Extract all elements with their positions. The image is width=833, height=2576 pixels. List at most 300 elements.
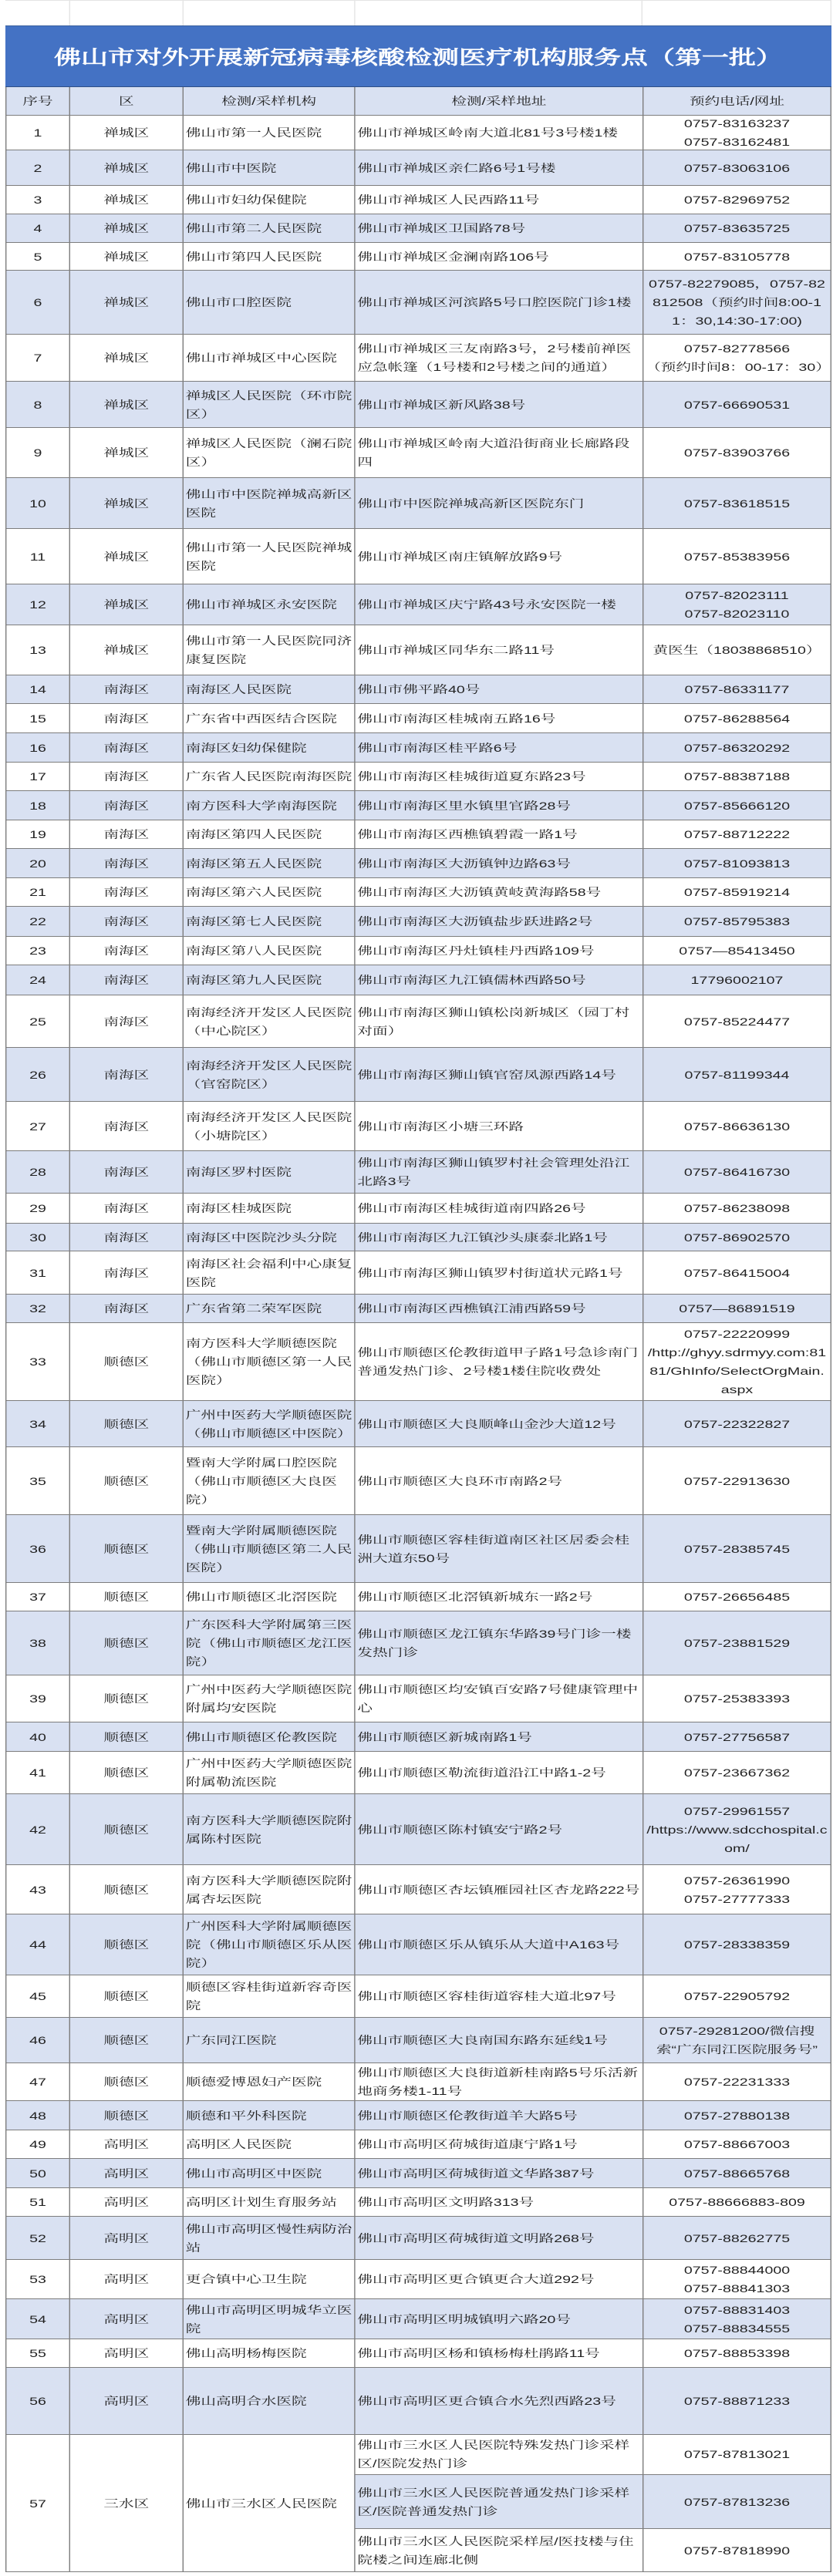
header-row [5, 87, 831, 116]
phone-cell: 0757-85224477 [642, 995, 831, 1047]
row-number: 53 [5, 2260, 69, 2298]
organization-cell: 佛山市第一人民医院 [183, 116, 355, 150]
address-cell: 佛山市顺德区乐从镇乐从大道中A163号 [354, 1914, 642, 1975]
phone-cell: 0757-88667003 [642, 2130, 831, 2158]
phone-cell: 0757-86320292 [642, 733, 831, 762]
row-number: 54 [5, 2299, 69, 2339]
address-cell: 佛山市三水区人民医院特殊发热门诊采样区/医院发热门诊 [354, 2435, 642, 2474]
phone-cell: 0757-83105778 [642, 243, 831, 270]
row-number: 44 [5, 1914, 69, 1975]
district-cell: 南海区 [69, 763, 183, 790]
address-cell: 佛山市南海区丹灶镇桂丹西路109号 [354, 937, 642, 965]
address-cell: 佛山市禅城区人民西路11号 [354, 186, 642, 214]
table-row [5, 428, 831, 478]
row-number: 22 [5, 907, 69, 936]
organization-cell: 禅城区人民医院（澜石院区） [183, 428, 355, 477]
table-row [5, 763, 831, 791]
organization-cell: 顺德和平外科医院 [183, 2101, 355, 2130]
district-cell: 南海区 [69, 1295, 183, 1322]
phone-cell: 0757-88262775 [642, 2217, 831, 2259]
table-row [5, 2217, 831, 2260]
address-cell: 佛山市禅城区金澜南路106号 [354, 243, 642, 270]
table-row [5, 937, 831, 965]
address-cell: 佛山市南海区里水镇里官路28号 [354, 791, 642, 820]
district-cell: 顺德区 [69, 1914, 183, 1975]
address-cell: 佛山市顺德区大良街道新桂南路5号乐活新地商务楼1-11号 [354, 2063, 642, 2100]
district-cell: 南海区 [69, 878, 183, 906]
row-number: 10 [5, 478, 69, 528]
organization-cell: 佛山市第二人民医院 [183, 214, 355, 242]
phone-cell: 0757-22231333 [642, 2063, 831, 2100]
table-row [5, 733, 831, 763]
address-cell: 佛山市高明区文明路313号 [354, 2188, 642, 2216]
phone-cell: 0757-87818990 [642, 2529, 831, 2571]
table-row [5, 2260, 831, 2299]
organization-cell: 佛山市第一人民医院禅城医院 [183, 529, 355, 584]
phone-cell: 0757-23881529 [642, 1611, 831, 1675]
district-cell: 禅城区 [69, 529, 183, 584]
phone-cell: 0757-29281200/微信搜索“广东同江医院服务号” [642, 2018, 831, 2062]
phone-cell: 0757-87813021 [642, 2435, 831, 2474]
address-cell: 佛山市顺德区勒流街道沿江中路1-2号 [354, 1752, 642, 1793]
organization-cell: 广州中医药大学顺德医院（佛山市顺德区中医院） [183, 1401, 355, 1446]
district-cell: 南海区 [69, 849, 183, 877]
organization-cell: 禅城区人民医院（环市院区） [183, 382, 355, 427]
row-number: 2 [5, 150, 69, 185]
row-number: 31 [5, 1251, 69, 1294]
row-number: 42 [5, 1794, 69, 1864]
address-cell: 佛山市南海区桂平路6号 [354, 733, 642, 762]
address-cell: 佛山市南海区狮山镇罗村社会管理处沿江北路3号 [354, 1151, 642, 1193]
row-number: 7 [5, 335, 69, 381]
row-number: 41 [5, 1752, 69, 1793]
table-row [5, 335, 831, 382]
organization-cell: 广州医科大学附属顺德医院（佛山市顺德区乐从医院） [183, 1914, 355, 1975]
table-row [5, 584, 831, 625]
district-cell: 高明区 [69, 2159, 183, 2187]
phone-cell: 0757-86331177 [642, 675, 831, 703]
phone-cell: 0757-85383956 [642, 529, 831, 584]
address-cell: 佛山市南海区小塘三环路 [354, 1102, 642, 1150]
row-number: 37 [5, 1583, 69, 1611]
table-row [5, 2018, 831, 2063]
table-row [5, 704, 831, 733]
phone-cell: 0757-85666120 [642, 791, 831, 820]
organization-cell: 佛山市顺德区北滘医院 [183, 1583, 355, 1611]
row-number: 50 [5, 2159, 69, 2187]
row-number: 28 [5, 1151, 69, 1193]
address-cell: 佛山市顺德区伦教街道甲子路1号急诊南门普通发热门诊、2号楼1楼住院收费处 [354, 1323, 642, 1400]
table-row [5, 382, 831, 428]
phone-cell: 0757-29961557 /https://www.sdcchospital.com/ [642, 1794, 831, 1864]
header-org: 检测/采样机构 [183, 87, 355, 115]
organization-cell: 南海区第八人民医院 [183, 937, 355, 965]
district-cell: 禅城区 [69, 478, 183, 528]
phone-cell: 0757-22905792 [642, 1975, 831, 2017]
address-cell: 佛山市南海区桂城街道南四路26号 [354, 1194, 642, 1223]
district-cell: 禅城区 [69, 150, 183, 185]
row-number: 29 [5, 1194, 69, 1223]
row-number: 40 [5, 1722, 69, 1751]
organization-cell: 佛山市高明区明城华立医院 [183, 2299, 355, 2339]
table-row [5, 529, 831, 584]
address-cell: 佛山市顺德区陈村镇安宁路2号 [354, 1794, 642, 1864]
row-number: 26 [5, 1048, 69, 1101]
phone-cell: 0757-88844000 0757-88841303 [642, 2260, 831, 2298]
organization-cell: 南海经济开发区人民医院（小塘院区） [183, 1102, 355, 1150]
row-number: 19 [5, 820, 69, 848]
phone-cell: 0757-86415004 [642, 1251, 831, 1294]
phone-cell: 0757-83063106 [642, 150, 831, 185]
organization-cell: 南海区第九人民医院 [183, 965, 355, 995]
district-cell: 禅城区 [69, 243, 183, 270]
address-cell: 佛山市南海区西樵镇江浦西路59号 [354, 1295, 642, 1322]
phone-cell: 0757-83635725 [642, 214, 831, 242]
organization-cell: 南海区桂城医院 [183, 1194, 355, 1223]
district-cell: 南海区 [69, 733, 183, 762]
address-cell: 佛山市高明区明城镇明六路20号 [354, 2299, 642, 2339]
table-title: 佛山市对外开展新冠病毒核酸检测医疗机构服务点（第一批） [5, 25, 831, 87]
organization-cell: 佛山市顺德区伦教医院 [183, 1722, 355, 1751]
district-cell: 南海区 [69, 907, 183, 936]
address-cell: 佛山市禅城区南庄镇解放路9号 [354, 529, 642, 584]
row-number: 35 [5, 1447, 69, 1514]
table-row [5, 820, 831, 849]
address-cell: 佛山市顺德区大良环市南路2号 [354, 1447, 642, 1514]
table-row [5, 1447, 831, 1515]
address-cell: 佛山市南海区桂城南五路16号 [354, 704, 642, 732]
organization-cell: 南海经济开发区人民医院（官窑院区） [183, 1048, 355, 1101]
table-row [5, 965, 831, 995]
row-number: 18 [5, 791, 69, 820]
phone-cell: 0757-86416730 [642, 1151, 831, 1193]
district-cell: 顺德区 [69, 1752, 183, 1793]
phone-cell: 0757-25383393 [642, 1675, 831, 1722]
table-row [5, 1048, 831, 1102]
phone-cell: 0757-22322827 [642, 1401, 831, 1446]
district-cell: 南海区 [69, 1048, 183, 1101]
table-row [5, 243, 831, 271]
organization-cell: 暨南大学附属顺德医院（佛山市顺德区第二人民医院） [183, 1515, 355, 1582]
row-number: 15 [5, 704, 69, 732]
organization-cell: 南海经济开发区人民医院（中心院区） [183, 995, 355, 1047]
phone-cell: 0757-66690531 [642, 382, 831, 427]
organization-cell: 暨南大学附属口腔医院（佛山市顺德区大良医院） [183, 1447, 355, 1514]
empty-cell [5, 0, 69, 25]
phone-cell: 0757-23667362 [642, 1752, 831, 1793]
address-cell: 佛山市高明区更合镇合水先烈西路23号 [354, 2368, 642, 2434]
district-cell: 南海区 [69, 675, 183, 703]
empty-cell [642, 0, 831, 25]
organization-cell: 广东省第二荣军医院 [183, 1295, 355, 1322]
district-cell: 顺德区 [69, 1611, 183, 1675]
address-cell: 佛山市三水区人民医院采样屋/医技楼与住院楼之间连廊北侧 [354, 2529, 642, 2571]
row-number: 17 [5, 763, 69, 790]
row-number: 48 [5, 2101, 69, 2130]
address-cell: 佛山市南海区狮山镇官窑凤源西路14号 [354, 1048, 642, 1101]
table-row [5, 2188, 831, 2217]
table-row [5, 675, 831, 704]
organization-cell: 顺德区容桂街道新容奇医院 [183, 1975, 355, 2017]
row-number: 30 [5, 1224, 69, 1251]
district-cell: 南海区 [69, 1102, 183, 1150]
table-row [5, 1722, 831, 1752]
district-cell: 高明区 [69, 2130, 183, 2158]
row-number: 56 [5, 2368, 69, 2434]
district-cell: 南海区 [69, 820, 183, 848]
phone-cell: 0757-82778566 （预约时间8：00-17：30） [642, 335, 831, 381]
district-cell: 顺德区 [69, 1447, 183, 1514]
table-row [5, 2435, 831, 2572]
table-row [5, 1251, 831, 1295]
address-cell: 佛山市南海区大沥镇黄岐黄海路58号 [354, 878, 642, 906]
organization-cell: 高明区计划生育服务站 [183, 2188, 355, 2216]
address-cell: 佛山市禅城区新风路38号 [354, 382, 642, 427]
organization-cell: 广东省人民医院南海医院 [183, 763, 355, 790]
site-row [354, 2474, 831, 2529]
phone-cell: 0757-88712222 [642, 820, 831, 848]
row-number: 55 [5, 2339, 69, 2367]
organization-cell: 南方医科大学南海医院 [183, 791, 355, 820]
table-row [5, 849, 831, 878]
district-cell: 禅城区 [69, 625, 183, 675]
organization-cell: 佛山市高明区慢性病防治站 [183, 2217, 355, 2259]
phone-cell: 0757-83163237 0757-83162481 [642, 116, 831, 150]
phone-cell: 0757-26361990 0757-27777333 [642, 1865, 831, 1914]
organization-cell: 南方医科大学顺德医院附属陈村医院 [183, 1794, 355, 1864]
row-number: 51 [5, 2188, 69, 2216]
district-cell: 顺德区 [69, 1794, 183, 1864]
district-cell: 禅城区 [69, 116, 183, 150]
organization-cell: 南海区第四人民医院 [183, 820, 355, 848]
organization-cell: 佛山市第四人民医院 [183, 243, 355, 270]
empty-cell [355, 0, 642, 25]
phone-cell: 0757-22913630 [642, 1447, 831, 1514]
organization-cell: 南海区妇幼保健院 [183, 733, 355, 762]
row-number: 52 [5, 2217, 69, 2259]
table-row [5, 2299, 831, 2339]
table-row [5, 2101, 831, 2130]
header-no: 序号 [5, 87, 69, 115]
phone-cell: 0757-28385745 [642, 1515, 831, 1582]
row-number: 57 [5, 2435, 69, 2571]
phone-cell: 0757-27756587 [642, 1722, 831, 1751]
address-cell: 佛山市高明区荷城街道康宁路1号 [354, 2130, 642, 2158]
phone-cell: 0757-82279085，0757-82812508（预约时间8:00-11：30,14:30-17:00) [642, 271, 831, 334]
phone-cell: 0757-27880138 [642, 2101, 831, 2130]
phone-cell: 0757-83618515 [642, 478, 831, 528]
district-cell: 禅城区 [69, 186, 183, 214]
address-cell: 佛山市禅城区庆宁路43号永安医院一楼 [354, 584, 642, 625]
phone-cell: 0757-86902570 [642, 1224, 831, 1251]
organization-cell: 顺德爱博恩妇产医院 [183, 2063, 355, 2100]
table-row [5, 2368, 831, 2435]
row-number: 24 [5, 965, 69, 995]
address-cell: 佛山市顺德区均安镇百安路7号健康管理中心 [354, 1675, 642, 1722]
table-row [5, 995, 831, 1048]
row-number: 45 [5, 1975, 69, 2017]
site-row [354, 2435, 831, 2474]
district-cell: 顺德区 [69, 1675, 183, 1722]
table-row [5, 1295, 831, 1323]
row-number: 34 [5, 1401, 69, 1446]
empty-cell [69, 0, 183, 25]
address-cell: 佛山市禅城区亲仁路6号1号楼 [354, 150, 642, 185]
phone-cell: 黄医生（18038868510） [642, 625, 831, 675]
district-cell: 高明区 [69, 2260, 183, 2298]
phone-cell: 0757-88871233 [642, 2368, 831, 2434]
row-number: 3 [5, 186, 69, 214]
district-cell: 南海区 [69, 1251, 183, 1294]
organization-cell: 南海区第七人民医院 [183, 907, 355, 936]
district-cell: 禅城区 [69, 428, 183, 477]
district-cell: 顺德区 [69, 2063, 183, 2100]
table-row [5, 1675, 831, 1722]
phone-cell: 0757-88831403 0757-88834555 [642, 2299, 831, 2339]
address-cell: 佛山市顺德区龙江镇东华路39号门诊一楼发热门诊 [354, 1611, 642, 1675]
table-row [5, 791, 831, 820]
table-row [5, 150, 831, 186]
phone-cell: 0757-86288564 [642, 704, 831, 732]
address-cell: 佛山市禅城区同华东二路11号 [354, 625, 642, 675]
table-row [5, 1865, 831, 1914]
district-cell: 顺德区 [69, 1323, 183, 1400]
header-district: 区 [69, 87, 183, 115]
row-number: 46 [5, 2018, 69, 2062]
phone-cell: 0757-82969752 [642, 186, 831, 214]
row-number: 39 [5, 1675, 69, 1722]
table-row [5, 1975, 831, 2018]
address-cell: 佛山市禅城区岭南大道沿街商业长廊路段四 [354, 428, 642, 477]
address-cell: 佛山市顺德区新城南路1号 [354, 1722, 642, 1751]
table-row [5, 1583, 831, 1611]
address-cell: 佛山市禅城区岭南大道北81号3号楼1楼 [354, 116, 642, 150]
address-cell: 佛山市佛平路40号 [354, 675, 642, 703]
phone-cell: 0757-88666883-809 [642, 2188, 831, 2216]
district-cell: 顺德区 [69, 1722, 183, 1751]
address-cell: 佛山市南海区大沥镇钟边路63号 [354, 849, 642, 877]
district-cell: 顺德区 [69, 1401, 183, 1446]
organization-cell: 佛山市中医院禅城高新区医院 [183, 478, 355, 528]
table-row [5, 478, 831, 529]
district-cell: 顺德区 [69, 2018, 183, 2062]
organization-cell: 佛山市禅城区中心医院 [183, 335, 355, 381]
phone-cell: 0757-28338359 [642, 1914, 831, 1975]
organization-cell: 南海区社会福利中心康复医院 [183, 1251, 355, 1294]
phone-cell: 0757-26656485 [642, 1583, 831, 1611]
phone-cell: 0757—85413450 [642, 937, 831, 965]
table-row [5, 1151, 831, 1194]
table-row [5, 271, 831, 335]
district-cell: 禅城区 [69, 382, 183, 427]
table-row [5, 214, 831, 243]
organization-cell: 南海区第五人民医院 [183, 849, 355, 877]
table-row [5, 2339, 831, 2368]
row-number: 33 [5, 1323, 69, 1400]
phone-cell: 0757—86891519 [642, 1295, 831, 1322]
phone-cell: 0757-85919214 [642, 878, 831, 906]
district-cell: 高明区 [69, 2188, 183, 2216]
district-cell: 禅城区 [69, 271, 183, 334]
phone-cell: 0757-88387188 [642, 763, 831, 790]
organization-cell: 佛山市第一人民医院同济康复医院 [183, 625, 355, 675]
district-cell: 高明区 [69, 2368, 183, 2434]
site-row [354, 2528, 831, 2571]
table-row [5, 625, 831, 675]
organization-cell: 南海区第六人民医院 [183, 878, 355, 906]
empty-cell [184, 0, 356, 25]
organization-cell: 佛山市中医院 [183, 150, 355, 185]
district-cell: 禅城区 [69, 214, 183, 242]
phone-cell: 0757-87813236 [642, 2475, 831, 2529]
organization-cell: 高明区人民医院 [183, 2130, 355, 2158]
row-number: 8 [5, 382, 69, 427]
phone-cell: 0757-85795383 [642, 907, 831, 936]
table-row [5, 1794, 831, 1865]
address-cell: 佛山市顺德区大良南国东路东延线1号 [354, 2018, 642, 2062]
district-cell: 禅城区 [69, 335, 183, 381]
table-row [5, 2130, 831, 2159]
district-cell: 南海区 [69, 995, 183, 1047]
organization-cell: 南方医科大学顺德医院（佛山市顺德区第一人民医院） [183, 1323, 355, 1400]
phone-cell: 0757-81093813 [642, 849, 831, 877]
row-number: 4 [5, 214, 69, 242]
row-number: 20 [5, 849, 69, 877]
organization-cell: 南方医科大学顺德医院附属杏坛医院 [183, 1865, 355, 1914]
row-number: 13 [5, 625, 69, 675]
address-cell: 佛山市高明区荷城街道文明路268号 [354, 2217, 642, 2259]
row-number: 11 [5, 529, 69, 584]
address-cell: 佛山市顺德区大良顺峰山金沙大道12号 [354, 1401, 642, 1446]
district-cell: 南海区 [69, 791, 183, 820]
district-cell: 禅城区 [69, 584, 183, 625]
phone-cell: 0757-82023111 0757-82023110 [642, 584, 831, 625]
phone-cell: 0757-88853398 [642, 2339, 831, 2367]
table-row [5, 186, 831, 214]
district-cell: 顺德区 [69, 1583, 183, 1611]
phone-cell: 0757-22220999 /http://ghyy.sdrmyy.com:8181/GhInfo/SelectOrgMain.aspx [642, 1323, 831, 1400]
row-number: 47 [5, 2063, 69, 2100]
address-cell: 佛山市南海区狮山镇罗村街道状元路1号 [354, 1251, 642, 1294]
empty-row [5, 0, 831, 25]
header-address: 检测/采样地址 [354, 87, 642, 115]
address-cell: 佛山市顺德区伦教街道羊大路5号 [354, 2101, 642, 2130]
organization-cell: 佛山市三水区人民医院 [183, 2435, 355, 2571]
district-cell: 南海区 [69, 1224, 183, 1251]
address-cell: 佛山市顺德区杏坛镇雁园社区杏龙路222号 [354, 1865, 642, 1914]
address-cell: 佛山市南海区大沥镇盐步跃进路2号 [354, 907, 642, 936]
district-cell: 高明区 [69, 2217, 183, 2259]
address-cell: 佛山市高明区杨和镇杨梅杜鹃路11号 [354, 2339, 642, 2367]
row-number: 9 [5, 428, 69, 477]
organization-cell: 佛山市高明区中医院 [183, 2159, 355, 2187]
address-cell: 佛山市顺德区北滘镇新城东一路2号 [354, 1583, 642, 1611]
district-cell: 顺德区 [69, 1975, 183, 2017]
phone-cell: 0757-81199344 [642, 1048, 831, 1101]
address-cell: 佛山市南海区九江镇儒林西路50号 [354, 965, 642, 995]
row-number: 36 [5, 1515, 69, 1582]
phone-cell: 0757-88665768 [642, 2159, 831, 2187]
district-cell: 顺德区 [69, 2101, 183, 2130]
row-number: 12 [5, 584, 69, 625]
organization-cell: 佛山高明杨梅医院 [183, 2339, 355, 2367]
address-cell: 佛山市三水区人民医院普通发热门诊采样区/医院普通发热门诊 [354, 2475, 642, 2529]
district-cell: 南海区 [69, 1194, 183, 1223]
address-cell: 佛山市中医院禅城高新区医院东门 [354, 478, 642, 528]
table-row [5, 2063, 831, 2101]
row-number: 16 [5, 733, 69, 762]
table-row [5, 1611, 831, 1675]
